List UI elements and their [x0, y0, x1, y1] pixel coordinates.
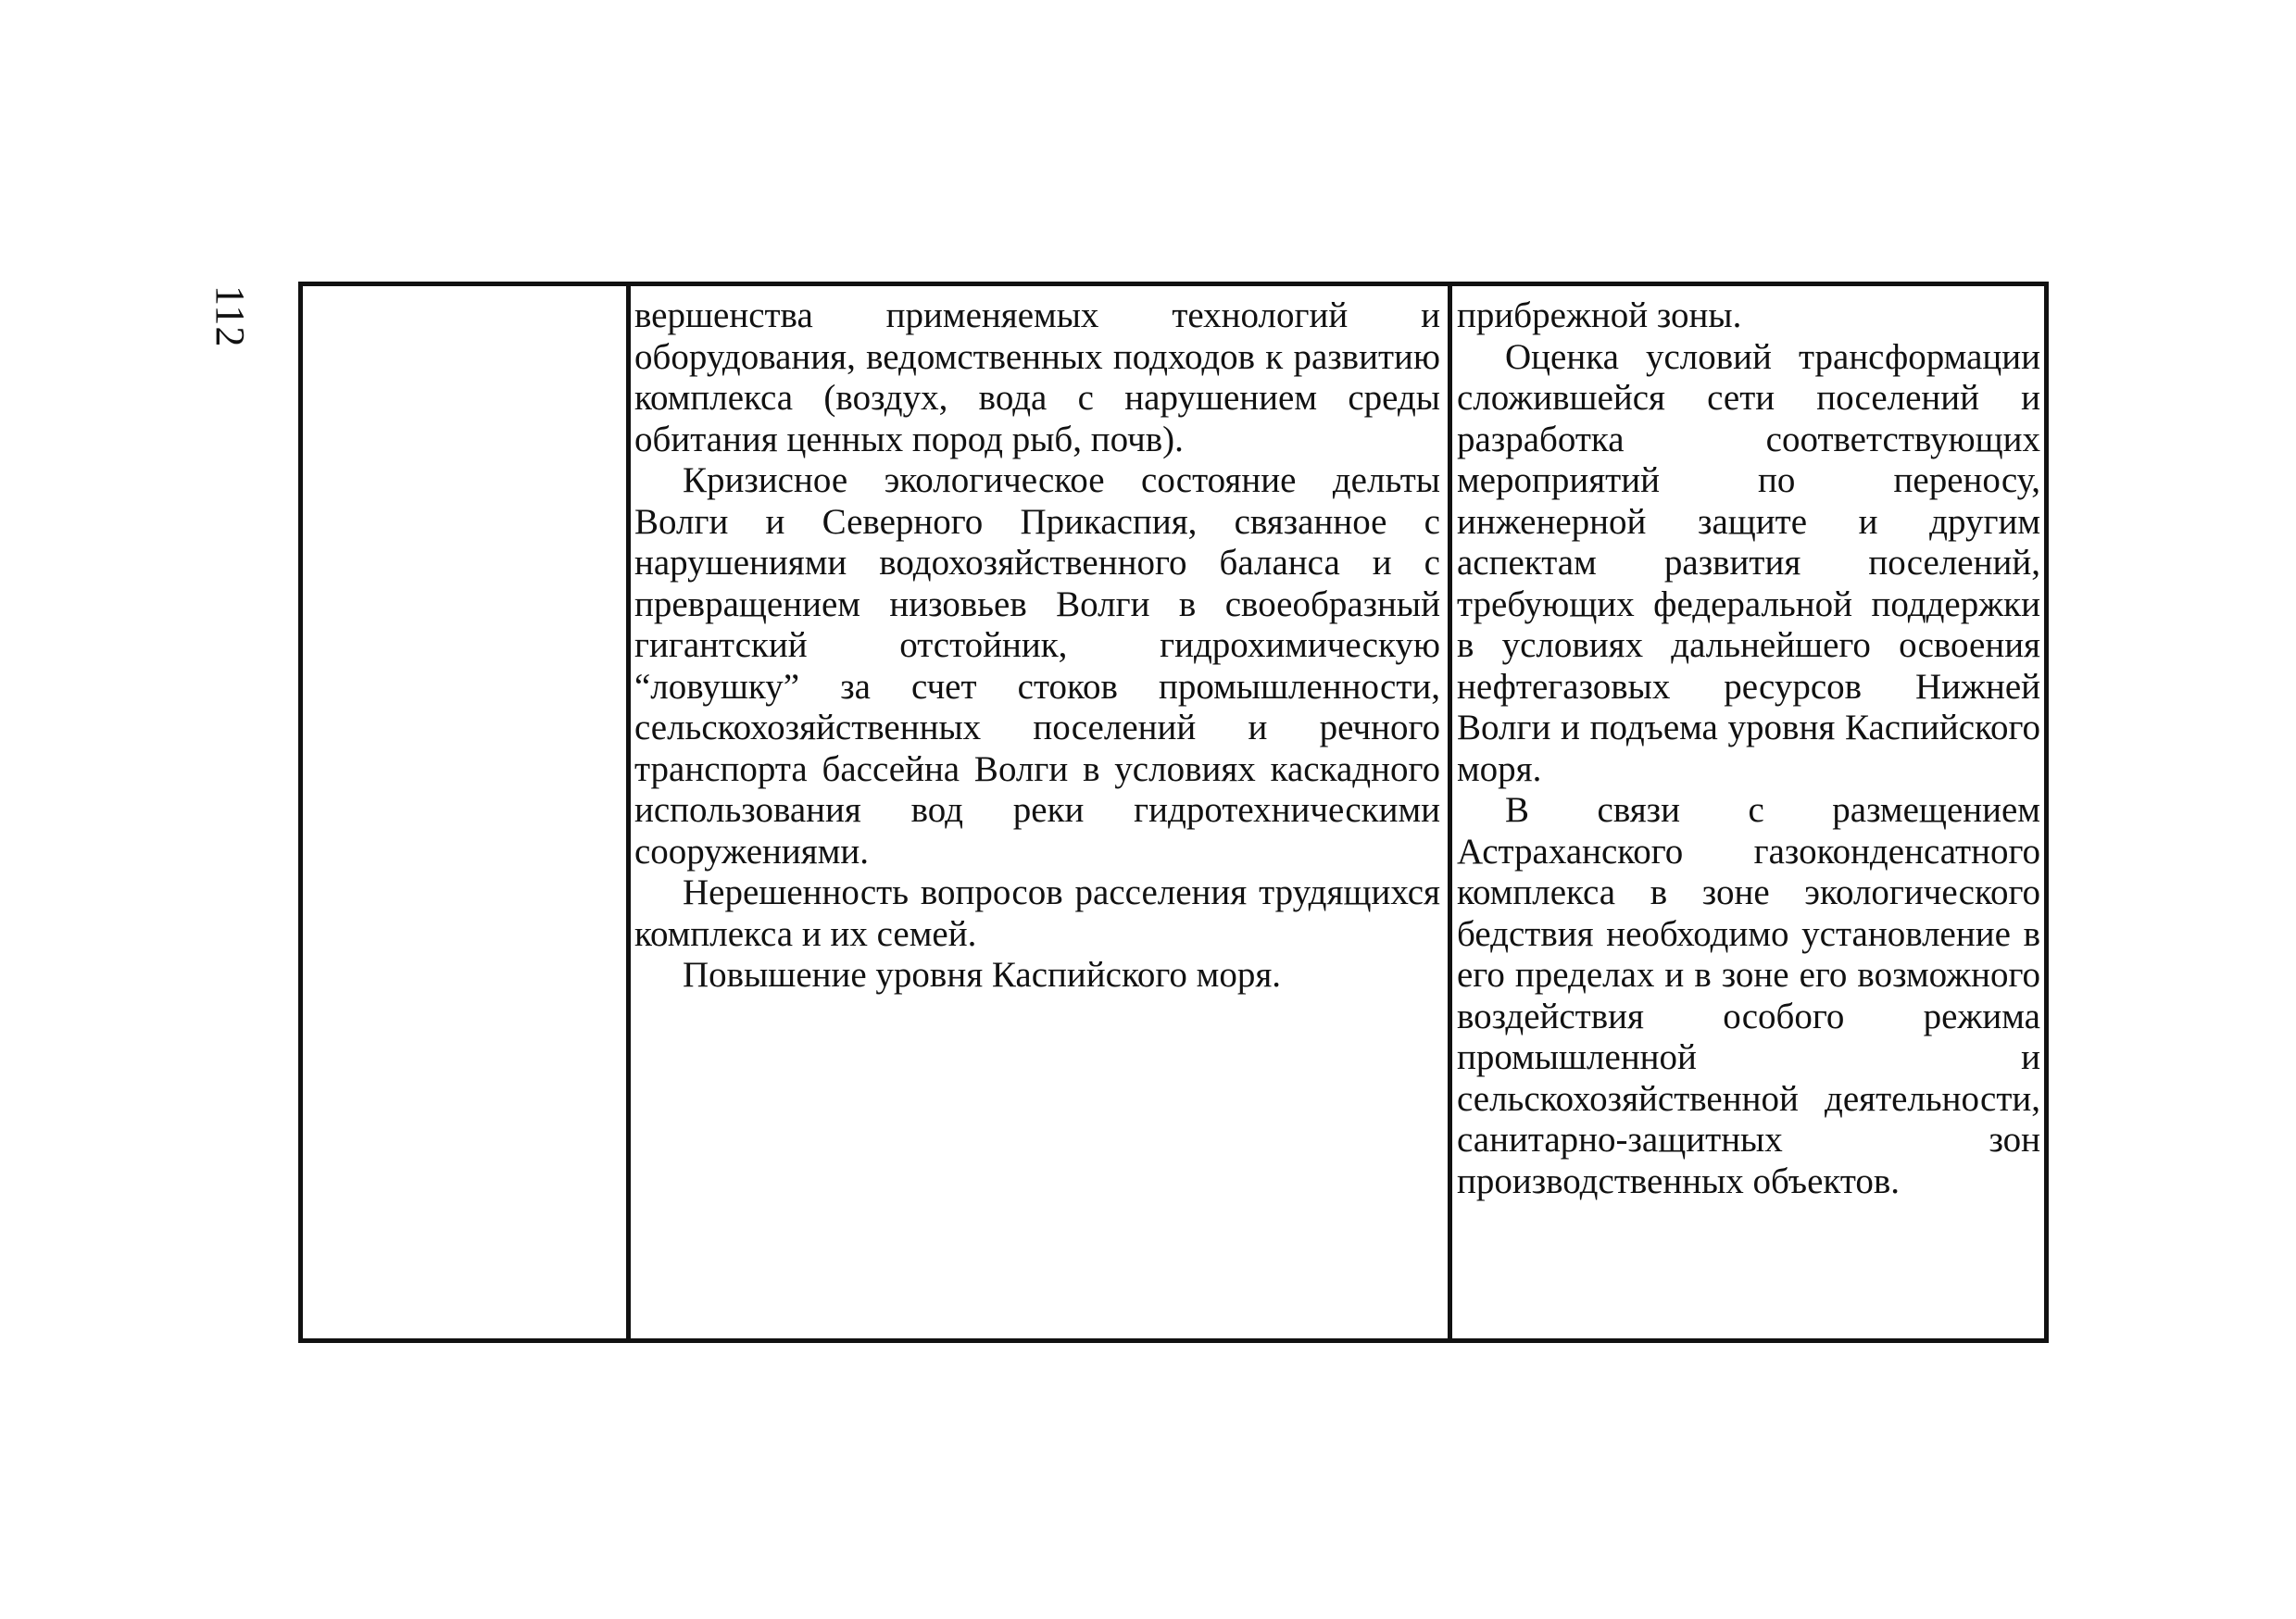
column-divider: [626, 286, 631, 1338]
paragraph: В связи с размещением Астраханского газоконденсатного комплекса в зоне экологического бедствия необходимо установление в его пределах и в зоне его возможного воздействия особого режима промышленной и сельскохозяйственной деятельности, санитарно-защитных зон производственных объектов.: [1457, 790, 2040, 1201]
page-number: 112: [207, 285, 253, 348]
paragraph: Кризисное экологическое состояние дельты Волги и Северного Прикаспия, связанное с нарушениями водохозяйственного баланса и с превращением низовьев Волги в своеобразный гигантский отстойник, гидрохимическую “ловушку” за счет стоков промышленности, сельскохозяйственных поселений и речного транспорта бассейна Волги в условиях каскадного использования вод реки гидротехническими сооружениями.: [634, 460, 1440, 872]
cell-text: [1457, 286, 2040, 1202]
table-column-problems: [634, 286, 1440, 1338]
table-column-measures: [1457, 286, 2040, 1338]
table-column-empty: [303, 286, 627, 1338]
cell-text: [634, 286, 1440, 997]
paragraph: прибрежной зоны.: [1457, 295, 1742, 335]
paragraph: вершенства применяемых технологий и оборудования, ведомственных подходов к развитию комплекса (воздух, вода с нарушением среды обитания ценных пород рыб, почв).: [634, 295, 1440, 459]
paragraph: Оценка условий трансформации сложившейся сети поселений и разработка соответствующих мероприятий по переносу, инженерной защите и другим аспектам развития поселений, требующих федеральной поддержки в условиях дальнейшего освоения нефтегазовых ресурсов Нижней Волги и подъема уровня Каспийского моря.: [1457, 336, 2040, 789]
column-divider: [1448, 286, 1452, 1338]
content-table: [298, 282, 2049, 1343]
paragraph: Повышение уровня Каспийского моря.: [683, 955, 1282, 995]
paragraph: Нерешенность вопросов расселения трудящихся комплекса и их семей.: [634, 872, 1440, 954]
